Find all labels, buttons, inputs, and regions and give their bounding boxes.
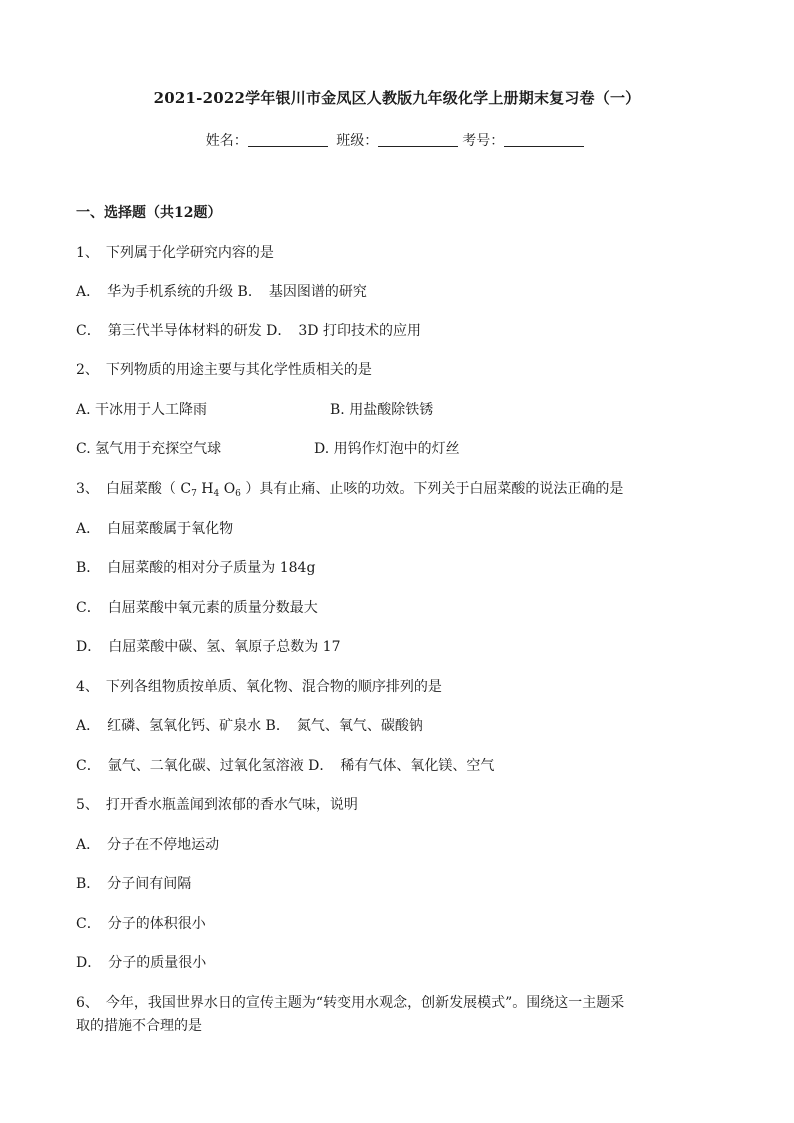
q4-options-cd: C． 氩气、二氧化碳、过氧化氢溶液 D． 稀有气体、氧化镁、空气	[76, 758, 495, 774]
q5-option-a: A． 分子在不停地运动	[76, 837, 220, 853]
chemical-formula: $C_7$ $H_4$ $O_6$	[180, 481, 241, 499]
q5-stem: 5、 打开香水瓶盖闻到浓郁的香水气味，说明	[76, 797, 358, 813]
q2-option-a: A. 干冰用于人工降雨	[76, 402, 208, 418]
q3-option-a: A． 白屈菜酸属于氧化物	[76, 521, 234, 537]
q3-option-d: D． 白屈菜酸中碳、氢、氧原子总数为 17	[76, 639, 341, 655]
q3-stem-pre: 3、 白屈菜酸（	[76, 481, 176, 497]
q2-option-d: D. 用钨作灯泡中的灯丝	[314, 441, 460, 457]
q4-stem: 4、 下列各组物质按单质、氧化物、混合物的顺序排列的是	[76, 679, 442, 695]
q3-stem-post: ）具有止痛、止咳的功效。下列关于白屈菜酸的说法正确的是	[245, 481, 624, 497]
q3-option-c: C． 白屈菜酸中氧元素的质量分数最大	[76, 600, 318, 616]
q2-option-b: B. 用盐酸除铁锈	[330, 402, 434, 418]
exam-no-blank[interactable]	[504, 132, 584, 147]
q6-stem-line1: 6、 今年，我国世界水日的宣传主题为“转变用水观念，创新发展模式”。围绕这一主题采	[76, 995, 625, 1011]
student-info-row	[0, 130, 794, 150]
q1-options-cd: C． 第三代半导体材料的研发 D． 3D 打印技术的应用	[76, 323, 421, 339]
class-blank[interactable]	[378, 132, 458, 147]
exam-title: 2021-2022学年银川市金凤区人教版九年级化学上册期末复习卷（一）	[153, 89, 641, 107]
q2-option-c: C. 氢气用于充探空气球	[76, 441, 222, 457]
class-label: 班级：	[336, 133, 379, 149]
q5-option-b: B． 分子间有间隔	[76, 876, 192, 892]
q4-options-ab: A． 红磷、氢氧化钙、矿泉水 B． 氮气、氧气、碳酸钠	[76, 718, 423, 734]
q5-option-d: D． 分子的质量很小	[76, 955, 207, 971]
q1-options-ab: A． 华为手机系统的升级 B． 基因图谱的研究	[76, 284, 367, 300]
name-blank[interactable]	[248, 132, 328, 147]
q2-stem: 2、 下列物质的用途主要与其化学性质相关的是	[76, 362, 372, 378]
name-label: 姓名：	[205, 133, 248, 149]
q5-option-c: C． 分子的体积很小	[76, 916, 206, 932]
exam-no-label: 考号：	[462, 133, 505, 149]
section-title: 一、选择题（共12题）	[76, 205, 222, 221]
q6-stem-line2: 取的措施不合理的是	[76, 1018, 202, 1034]
q3-stem	[76, 479, 623, 504]
q3-option-b: B． 白屈菜酸的相对分子质量为 184g	[76, 560, 316, 576]
q1-stem: 1、 下列属于化学研究内容的是	[76, 245, 274, 261]
